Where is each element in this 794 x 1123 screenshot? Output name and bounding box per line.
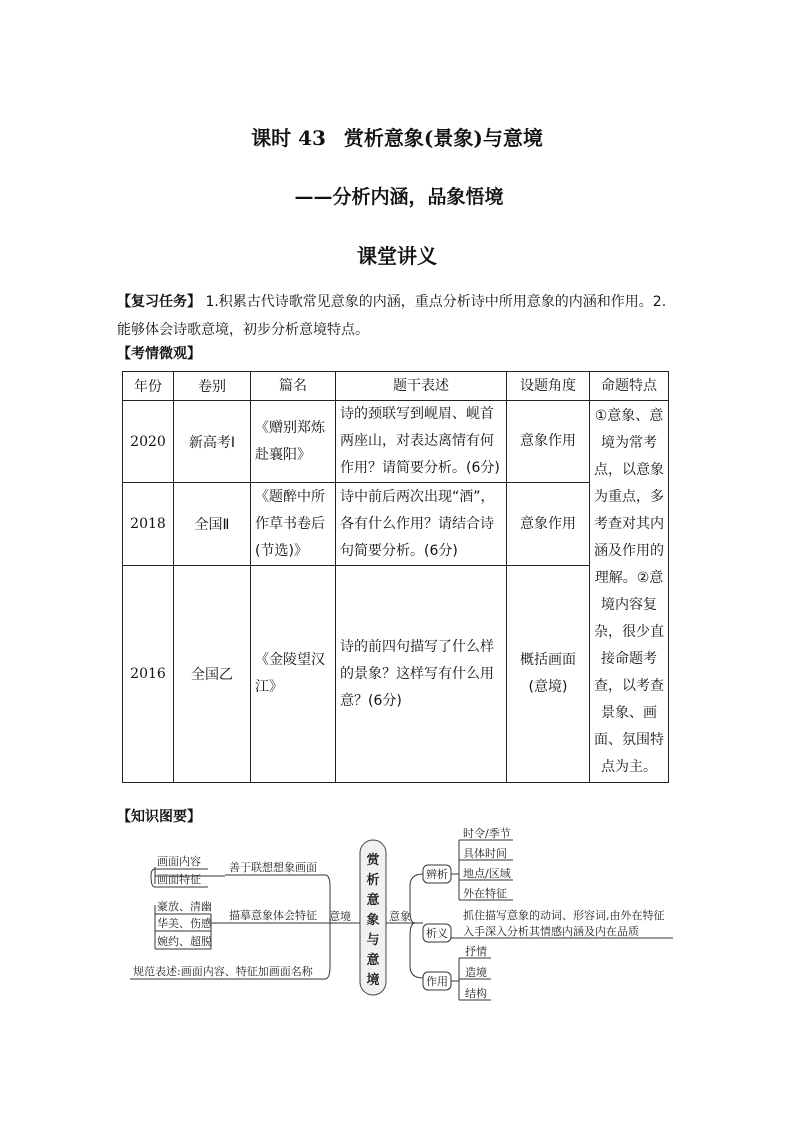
leaf-label: 抓住描写意象的动词、形容词,由外在特征	[463, 909, 665, 922]
node-xiyi: 析义	[426, 927, 448, 940]
table-row	[123, 401, 669, 483]
cell-angle: 意象作用	[507, 483, 590, 566]
review-task	[117, 288, 677, 344]
node-yixiang: 意象	[389, 910, 411, 923]
node-bianxi: 辨析	[426, 868, 448, 881]
table-row	[123, 483, 669, 566]
leaf-label: 画面特征	[157, 873, 201, 886]
knowledge-map-heading: 【知识图要】	[117, 809, 201, 825]
page-subtitle: ——分析内涵，品象悟境	[294, 186, 504, 208]
cell-volume: 全国乙	[174, 566, 251, 783]
cell-question: 诗的颈联写到岘眉、岘首两座山，对表达离情有何作用？请简要分析。(6分)	[336, 401, 507, 483]
connector	[410, 923, 423, 978]
leaf-label: 外在特征	[463, 887, 507, 900]
branch-label: 描摹意象体会特征	[229, 909, 317, 922]
leaf-label: 地点/区域	[463, 867, 511, 880]
center-node-char: 意	[366, 893, 380, 908]
connector	[410, 874, 423, 923]
header-title: 篇名	[251, 372, 336, 401]
table-header-row	[123, 372, 669, 401]
header-angle: 设题角度	[507, 372, 590, 401]
leaf-label: 华美、伤感	[157, 917, 212, 930]
cell-title: 《金陵望汉江》	[251, 566, 336, 783]
leaf-label: 婉约、超脱	[157, 935, 212, 948]
center-node-char: 意	[366, 953, 380, 968]
cell-title: 《题醉中所作草书卷后(节选)》	[251, 483, 336, 566]
lesson-title: 赏析意象(景象)与意境	[343, 126, 543, 150]
exam-table	[122, 371, 669, 783]
leaf-label: 入手深入分析其情感内涵及内在品质	[463, 925, 639, 938]
cell-title: 《赠别郑炼赴襄阳》	[251, 401, 336, 483]
section-heading: 课堂讲义	[357, 244, 437, 268]
header-year: 年份	[123, 372, 174, 401]
cell-question: 诗的前四句描写了什么样的景象？这样写有什么用意？(6分)	[336, 566, 507, 783]
table-row	[123, 566, 669, 783]
lesson-number: 课时 43	[251, 126, 326, 150]
node-zuoyong: 作用	[426, 975, 448, 988]
connector	[325, 875, 330, 979]
cell-question: 诗中前后两次出现“酒”，各有什么作用？请结合诗句简要分析。(6分)	[336, 483, 507, 566]
cell-year: 2016	[123, 566, 174, 783]
center-node-char: 析	[366, 873, 380, 888]
node-yijing: 意境	[329, 910, 351, 923]
center-node-char: 赏	[366, 853, 380, 868]
center-node-char: 象	[366, 913, 380, 928]
connector	[151, 869, 155, 887]
cell-year: 2018	[123, 483, 174, 566]
cell-volume: 新高考Ⅰ	[174, 401, 251, 483]
cell-year: 2020	[123, 401, 174, 483]
page-title	[0, 122, 794, 151]
cell-angle: 概括画面(意境)	[507, 566, 590, 783]
center-node-char: 与	[366, 933, 380, 948]
knowledge-mind-map	[125, 826, 680, 1006]
review-text: 1.积累古代诗歌常见意象的内涵，重点分析诗中所用意象的内涵和作用。2.能够体会诗歌意境，初步分析意境特点。	[117, 294, 667, 338]
center-node-char: 境	[366, 973, 380, 988]
leaf-label: 画面内容	[157, 855, 201, 868]
header-features: 命题特点	[590, 372, 669, 401]
leaf-label: 结构	[465, 987, 487, 1000]
cell-angle: 意象作用	[507, 401, 590, 483]
leaf-label: 抒情	[465, 945, 487, 958]
cell-features: ①意象、意境为常考点，以意象为重点，多考查对其内涵及作用的理解。②意境内容复杂，很少直接命题考查，以考查景象、画面、氛围特点为主。	[590, 401, 669, 783]
leaf-label: 造境	[465, 966, 487, 979]
header-volume: 卷别	[174, 372, 251, 401]
header-question: 题干表述	[336, 372, 507, 401]
exam-heading: 【考情微观】	[117, 346, 201, 362]
leaf-label: 具体时间	[463, 847, 507, 860]
leaf-label: 豪放、清幽	[157, 900, 212, 913]
branch-label: 规范表述:画面内容、特征加画面名称	[133, 965, 313, 978]
cell-volume: 全国Ⅱ	[174, 483, 251, 566]
review-tag: 【复习任务】	[117, 294, 201, 310]
leaf-label: 时令/季节	[463, 827, 511, 840]
branch-label: 善于联想想象画面	[229, 861, 317, 874]
